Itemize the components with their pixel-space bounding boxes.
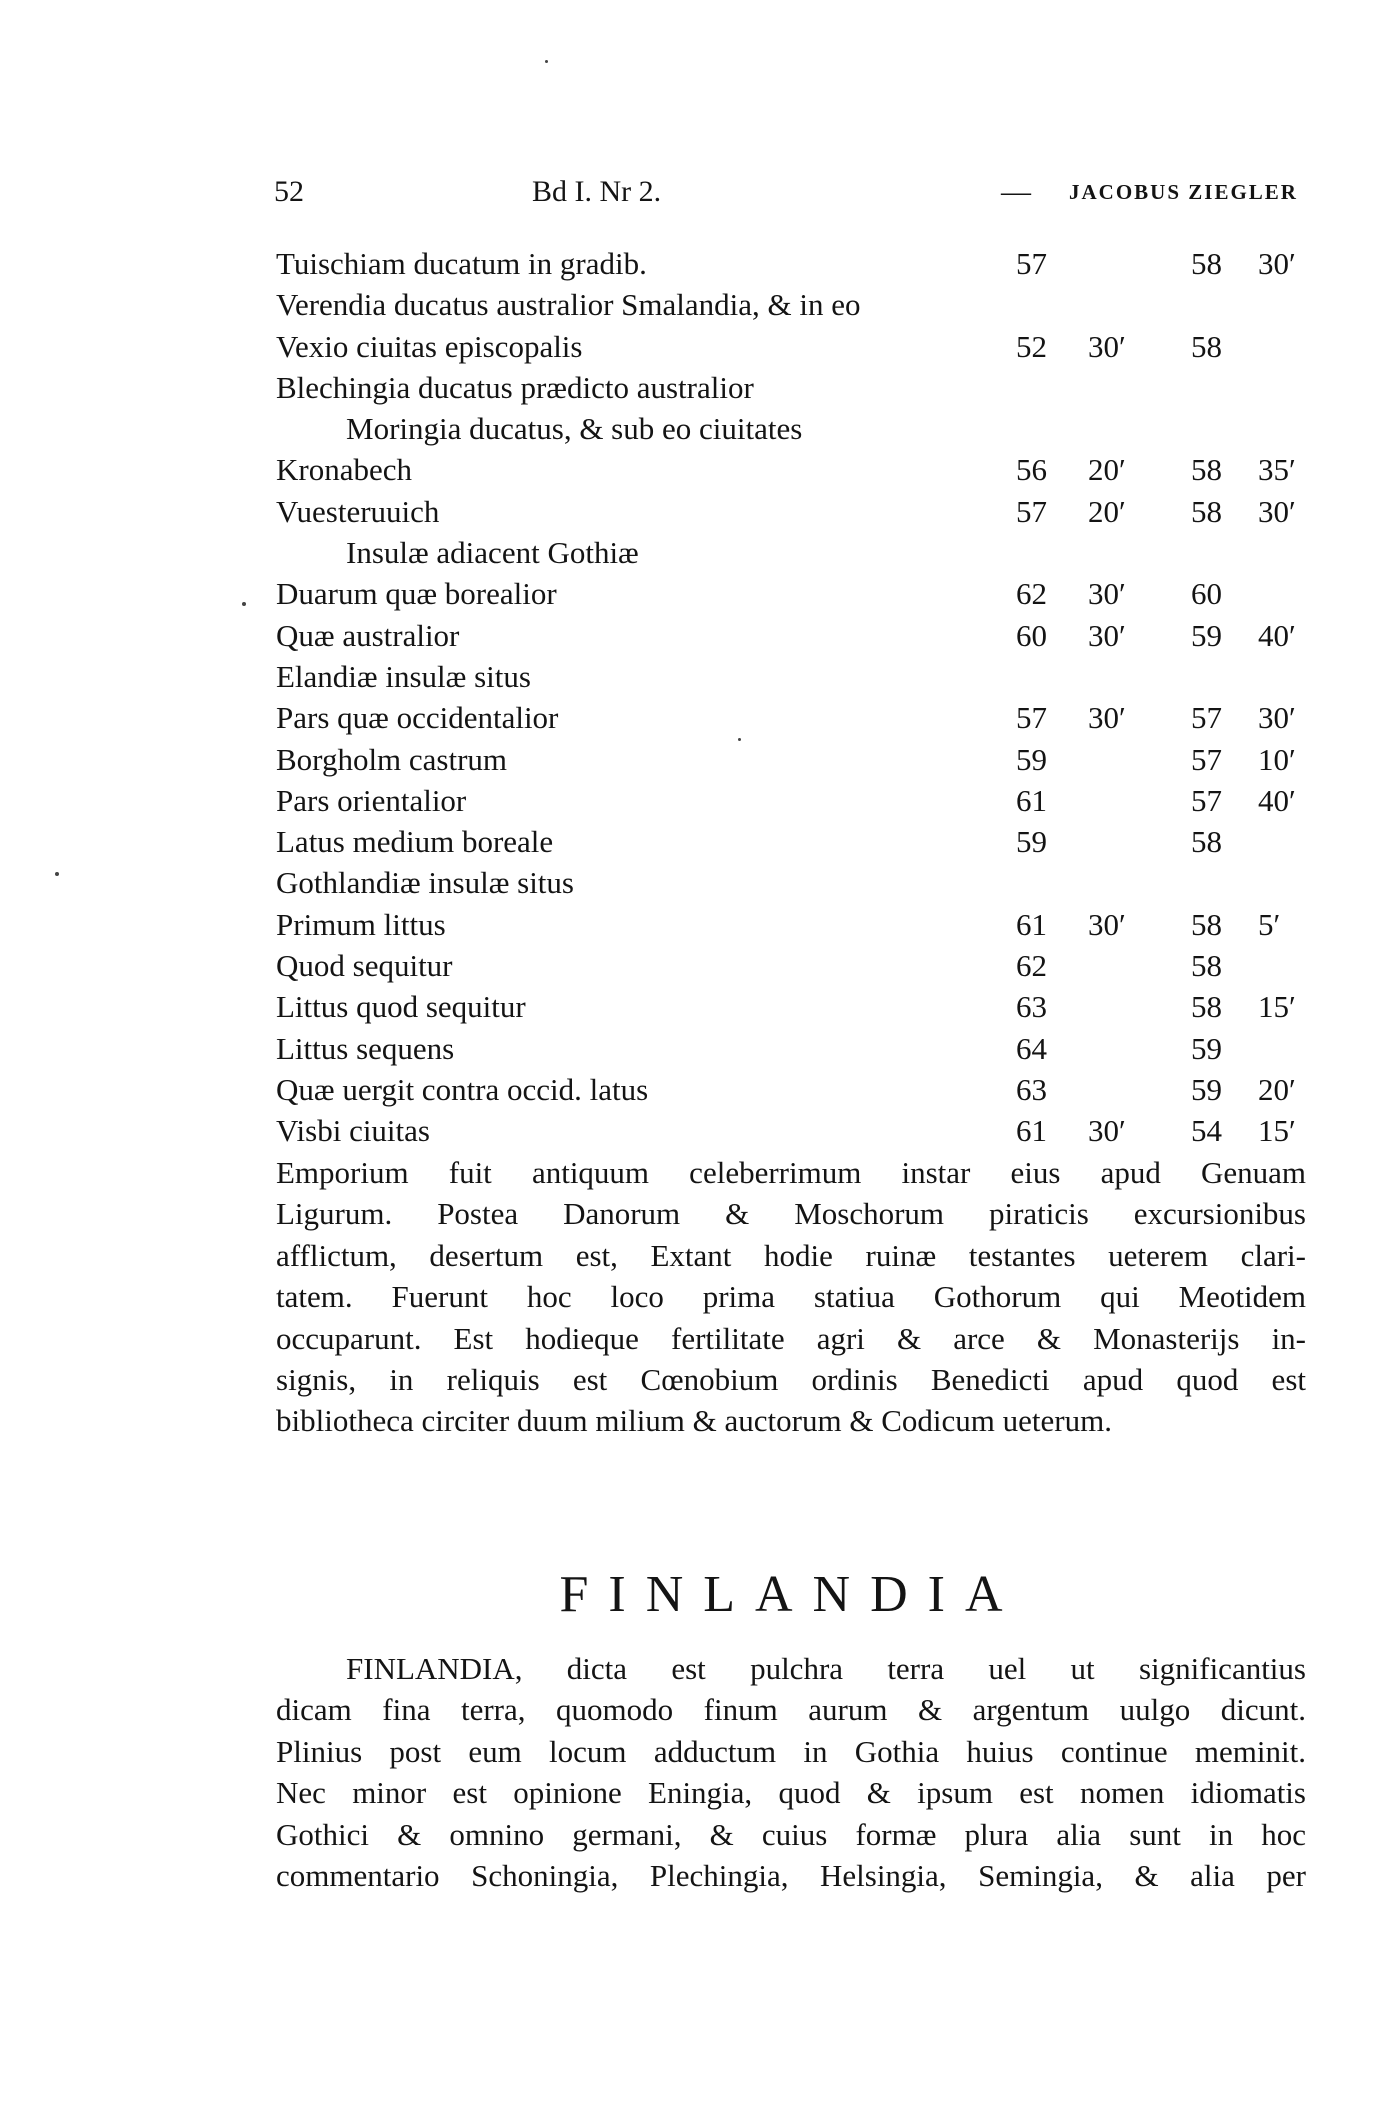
place-name: Latus medium boreale bbox=[276, 824, 554, 860]
longitude-degrees: 58 bbox=[1191, 328, 1222, 364]
table-row bbox=[276, 904, 1316, 945]
latitude-degrees: 59 bbox=[1016, 824, 1047, 860]
table-row bbox=[276, 491, 1316, 532]
longitude-degrees: 57 bbox=[1191, 782, 1222, 818]
latitude-degrees: 59 bbox=[1016, 741, 1047, 777]
latitude-degrees: 63 bbox=[1016, 989, 1047, 1025]
print-speck bbox=[55, 872, 59, 876]
longitude-degrees: 58 bbox=[1191, 948, 1222, 984]
text-line: FINLANDIA, dicta est pulchra terra uel ut significantius bbox=[346, 1651, 1306, 1686]
text-line: Emporium fuit antiquum celeberrimum instar eius apud Genuam bbox=[276, 1155, 1306, 1190]
table-row bbox=[276, 862, 1316, 903]
longitude-minutes: 20′ bbox=[1258, 1071, 1296, 1107]
place-name: Kronabech bbox=[276, 452, 412, 488]
text-line: Nec minor est opinione Eningia, quod & ipsum est nomen idiomatis bbox=[276, 1775, 1306, 1811]
longitude-degrees: 58 bbox=[1191, 493, 1222, 529]
longitude-degrees: 58 bbox=[1191, 989, 1222, 1025]
place-name: Moringia ducatus, & sub eo ciuitates bbox=[346, 411, 803, 447]
longitude-minutes: 10′ bbox=[1258, 741, 1296, 777]
longitude-minutes: 15′ bbox=[1258, 1113, 1296, 1149]
place-name: Blechingia ducatus prædicto australior bbox=[276, 369, 754, 405]
place-name: Primum littus bbox=[276, 906, 446, 942]
longitude-degrees: 58 bbox=[1191, 906, 1222, 942]
table-row bbox=[276, 326, 1316, 367]
latitude-degrees: 64 bbox=[1016, 1030, 1047, 1066]
coordinates-table bbox=[276, 243, 1316, 1152]
page-number: 52 bbox=[274, 175, 304, 208]
longitude-degrees: 58 bbox=[1191, 452, 1222, 488]
longitude-degrees: 59 bbox=[1191, 617, 1222, 653]
place-name: Quod sequitur bbox=[276, 948, 453, 984]
place-name: Pars quæ occidentalior bbox=[276, 700, 559, 736]
place-name: Insulæ adiacent Gothiæ bbox=[346, 535, 639, 571]
volume-reference: Bd I. Nr 2. bbox=[532, 175, 662, 208]
table-row bbox=[276, 532, 1316, 573]
table-row bbox=[276, 243, 1316, 284]
latitude-degrees: 62 bbox=[1016, 576, 1047, 612]
latitude-degrees: 61 bbox=[1016, 1113, 1047, 1149]
table-row bbox=[276, 615, 1316, 656]
latitude-minutes: 30′ bbox=[1088, 617, 1126, 653]
table-row bbox=[276, 821, 1316, 862]
running-header bbox=[274, 172, 1324, 212]
table-row bbox=[276, 780, 1316, 821]
place-name: Verendia ducatus australior Smalandia, & in eo bbox=[276, 287, 861, 323]
paragraph-gothlandia bbox=[276, 1152, 1306, 1442]
table-row bbox=[276, 408, 1316, 449]
longitude-minutes: 40′ bbox=[1258, 617, 1296, 653]
author-name: JACOBUS ZIEGLER bbox=[1069, 180, 1298, 204]
place-name: Visbi ciuitas bbox=[276, 1113, 430, 1149]
text-line: occuparunt. Est hodieque fertilitate agri & arce & Monasterijs in- bbox=[276, 1320, 1306, 1356]
table-row bbox=[276, 697, 1316, 738]
latitude-minutes: 30′ bbox=[1088, 576, 1126, 612]
place-name: Gothlandiæ insulæ situs bbox=[276, 865, 574, 901]
latitude-degrees: 62 bbox=[1016, 948, 1047, 984]
text-line: signis, in reliquis est Cœnobium ordinis Benedicti apud quod est bbox=[276, 1362, 1306, 1398]
text-line: Gothici & omnino germani, & cuius formæ plura alia sunt in hoc bbox=[276, 1816, 1306, 1852]
latitude-degrees: 60 bbox=[1016, 617, 1047, 653]
place-name: Duarum quæ borealior bbox=[276, 576, 557, 612]
latitude-degrees: 57 bbox=[1016, 246, 1047, 281]
place-name: Quæ uergit contra occid. latus bbox=[276, 1071, 649, 1107]
latitude-degrees: 63 bbox=[1016, 1071, 1047, 1107]
text-line: Plinius post eum locum adductum in Gothia huius continue meminit. bbox=[276, 1733, 1306, 1769]
text-line: afflictum, desertum est, Extant hodie ruinæ testantes ueterem clari- bbox=[276, 1237, 1306, 1273]
paragraph-finlandia bbox=[276, 1648, 1306, 1896]
place-name: Borgholm castrum bbox=[276, 741, 508, 777]
longitude-minutes: 30′ bbox=[1258, 246, 1296, 281]
table-row bbox=[276, 1069, 1316, 1110]
latitude-degrees: 61 bbox=[1016, 906, 1047, 942]
print-speck bbox=[545, 60, 548, 63]
latitude-degrees: 61 bbox=[1016, 782, 1047, 818]
header-dash: — bbox=[1001, 175, 1031, 208]
text-line: Ligurum. Postea Danorum & Moschorum piraticis excursionibus bbox=[276, 1196, 1306, 1232]
latitude-degrees: 57 bbox=[1016, 700, 1047, 736]
latitude-minutes: 30′ bbox=[1088, 328, 1126, 364]
text-line: commentario Schoningia, Plechingia, Helsingia, Semingia, & alia per bbox=[276, 1858, 1306, 1894]
longitude-minutes: 40′ bbox=[1258, 782, 1296, 818]
latitude-minutes: 30′ bbox=[1088, 1113, 1126, 1149]
longitude-minutes: 5′ bbox=[1258, 906, 1281, 942]
latitude-minutes: 30′ bbox=[1088, 700, 1126, 736]
place-name: Pars orientalior bbox=[276, 782, 467, 818]
longitude-degrees: 59 bbox=[1191, 1071, 1222, 1107]
place-name: Quæ australior bbox=[276, 617, 460, 653]
place-name: Vuesteruuich bbox=[276, 493, 440, 529]
longitude-degrees: 57 bbox=[1191, 700, 1222, 736]
latitude-degrees: 56 bbox=[1016, 452, 1047, 488]
text-line: bibliotheca circiter duum milium & auctorum & Codicum ueterum. bbox=[276, 1403, 1112, 1439]
place-name: Elandiæ insulæ situs bbox=[276, 658, 531, 694]
text-line: tatem. Fuerunt hoc loco prima statiua Gothorum qui Meotidem bbox=[276, 1279, 1306, 1315]
table-row bbox=[276, 945, 1316, 986]
longitude-minutes: 15′ bbox=[1258, 989, 1296, 1025]
latitude-minutes: 20′ bbox=[1088, 493, 1126, 529]
longitude-degrees: 60 bbox=[1191, 576, 1222, 612]
section-title: FINLANDIA bbox=[559, 1566, 1023, 1623]
table-row bbox=[276, 573, 1316, 614]
text-line: dicam fina terra, quomodo finum aurum & argentum uulgo dicunt. bbox=[276, 1692, 1306, 1728]
longitude-degrees: 54 bbox=[1191, 1113, 1222, 1149]
longitude-degrees: 59 bbox=[1191, 1030, 1222, 1066]
latitude-degrees: 52 bbox=[1016, 328, 1047, 364]
longitude-minutes: 30′ bbox=[1258, 493, 1296, 529]
place-name: Littus sequens bbox=[276, 1030, 455, 1066]
place-name: Tuischiam ducatum in gradib. bbox=[276, 246, 647, 281]
table-row bbox=[276, 986, 1316, 1027]
table-row bbox=[276, 284, 1316, 325]
longitude-minutes: 30′ bbox=[1258, 700, 1296, 736]
latitude-minutes: 30′ bbox=[1088, 906, 1126, 942]
latitude-degrees: 57 bbox=[1016, 493, 1047, 529]
print-speck bbox=[242, 602, 246, 606]
table-row bbox=[276, 1110, 1316, 1151]
table-row bbox=[276, 449, 1316, 490]
place-name: Vexio ciuitas episcopalis bbox=[276, 328, 583, 364]
table-row bbox=[276, 739, 1316, 780]
table-row bbox=[276, 1028, 1316, 1069]
longitude-degrees: 58 bbox=[1191, 824, 1222, 860]
longitude-degrees: 58 bbox=[1191, 246, 1222, 281]
latitude-minutes: 20′ bbox=[1088, 452, 1126, 488]
table-row bbox=[276, 367, 1316, 408]
longitude-minutes: 35′ bbox=[1258, 452, 1296, 488]
place-name: Littus quod sequitur bbox=[276, 989, 526, 1025]
longitude-degrees: 57 bbox=[1191, 741, 1222, 777]
print-speck bbox=[738, 738, 741, 741]
table-row bbox=[276, 656, 1316, 697]
